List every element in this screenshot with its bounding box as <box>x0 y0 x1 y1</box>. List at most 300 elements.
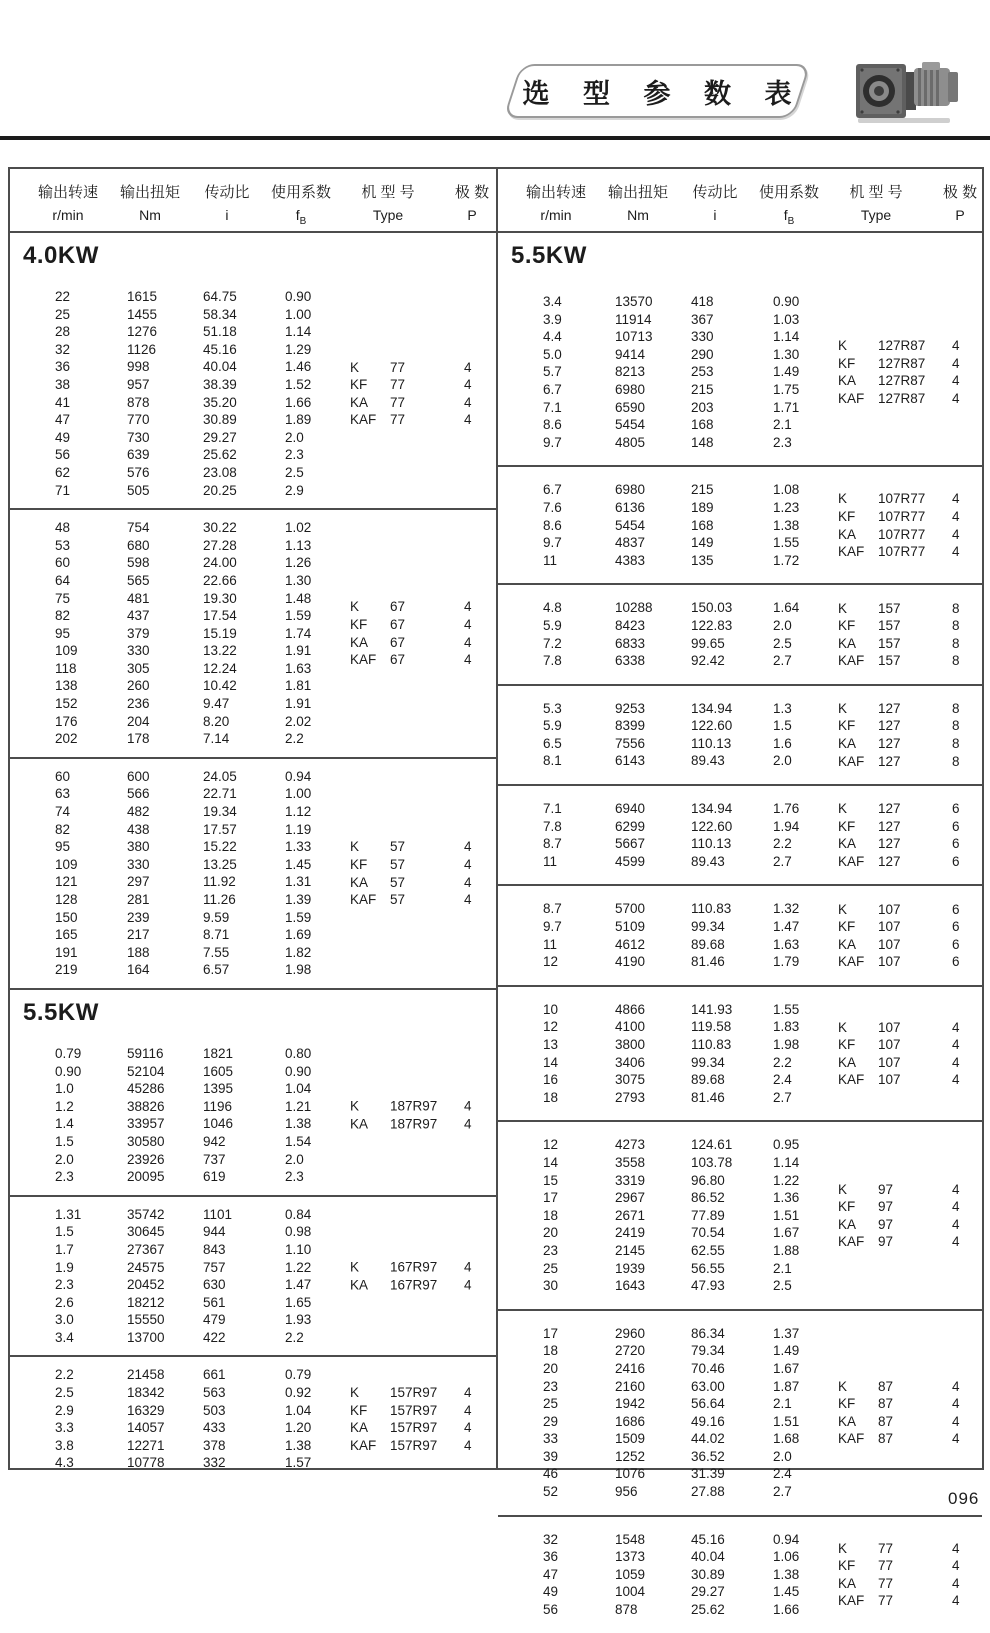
service-factor-value: 1.71 <box>773 399 800 415</box>
output-torque-value: 957 <box>127 376 150 392</box>
output-torque-value: 598 <box>127 555 150 571</box>
output-speed-value: 1.7 <box>55 1241 74 1257</box>
ratio-value: 99.34 <box>691 919 725 935</box>
type-model: KAF <box>838 1593 865 1609</box>
service-factor-value: 1.67 <box>773 1360 800 1376</box>
service-factor-value: 1.46 <box>285 359 312 375</box>
output-speed-value: 56 <box>543 1602 559 1618</box>
table-row <box>10 446 496 464</box>
ratio-value: 150.03 <box>691 600 733 616</box>
col-service-factor <box>271 169 331 227</box>
power-section-title: 5.5KW <box>23 998 99 1026</box>
col-output-speed <box>38 169 98 223</box>
type-group <box>350 358 490 428</box>
type-group <box>838 1018 978 1088</box>
output-torque-value: 188 <box>127 944 150 960</box>
output-torque-value: 11914 <box>615 311 652 327</box>
table-row <box>10 464 496 482</box>
output-speed-value: 8.6 <box>543 417 562 433</box>
type-line <box>838 1198 978 1216</box>
service-factor-value: 1.74 <box>285 625 312 641</box>
type-size: 87 <box>878 1413 894 1429</box>
type-line <box>350 1437 490 1455</box>
service-factor-value: 1.10 <box>285 1241 312 1257</box>
service-factor-value: 1.31 <box>285 874 312 890</box>
type-model: KA <box>350 394 369 410</box>
service-factor-value: 1.03 <box>773 311 800 327</box>
service-factor-value: 2.4 <box>773 1466 792 1482</box>
service-factor-value: 1.51 <box>773 1207 800 1223</box>
ratio-value: 134.94 <box>691 801 733 817</box>
poles-value: 4 <box>952 1234 960 1250</box>
service-factor-value: 1.20 <box>285 1420 312 1436</box>
type-line <box>838 1430 978 1448</box>
poles-value: 6 <box>952 936 960 952</box>
type-line <box>838 918 978 936</box>
output-torque-value: 576 <box>127 464 150 480</box>
output-speed-value: 5.9 <box>543 617 562 633</box>
ratio-value: 13.25 <box>203 856 237 872</box>
ratio-value: 70.46 <box>691 1360 725 1376</box>
col-unit: r/min <box>52 207 84 223</box>
output-speed-value: 56 <box>55 447 71 463</box>
service-factor-value: 1.13 <box>285 537 312 553</box>
ratio-value: 1046 <box>203 1116 234 1132</box>
type-size: 77 <box>878 1540 894 1556</box>
type-size: 107 <box>878 1072 901 1088</box>
table-row <box>498 1001 982 1019</box>
ratio-value: 64.75 <box>203 289 237 304</box>
ratio-value: 7.14 <box>203 731 230 747</box>
ratio-value: 22.66 <box>203 572 237 588</box>
type-size: 77 <box>878 1558 894 1574</box>
service-factor-value: 1.14 <box>773 1154 800 1170</box>
table-row <box>10 1311 496 1329</box>
output-speed-value: 3.8 <box>55 1437 74 1453</box>
col-label: 使用系数 <box>270 184 332 201</box>
output-speed-value: 23 <box>543 1242 559 1258</box>
poles-value: 4 <box>464 1420 472 1436</box>
output-torque-value: 10778 <box>127 1455 165 1471</box>
output-torque-value: 878 <box>615 1602 638 1618</box>
ratio-value: 103.78 <box>691 1154 733 1170</box>
output-torque-value: 754 <box>127 520 150 536</box>
ratio-value: 418 <box>691 294 714 309</box>
poles-value: 4 <box>464 1277 472 1293</box>
type-size: 107R77 <box>878 526 926 542</box>
service-factor-value: 0.84 <box>285 1206 312 1222</box>
col-label: 传动比 <box>692 184 738 201</box>
type-line <box>838 617 978 635</box>
ratio-value: 1821 <box>203 1045 234 1061</box>
type-size: 107R77 <box>878 543 926 559</box>
output-torque-value: 8423 <box>615 617 646 633</box>
ratio-value: 89.43 <box>691 853 725 869</box>
output-torque-value: 956 <box>615 1484 638 1500</box>
output-speed-value: 53 <box>55 537 71 553</box>
table-row <box>10 1366 496 1384</box>
output-torque-value: 330 <box>127 856 150 872</box>
type-size: 167R97 <box>390 1277 438 1293</box>
output-speed-value: 219 <box>55 962 78 978</box>
service-factor-value: 2.7 <box>773 853 792 869</box>
ratio-value: 49.16 <box>691 1413 725 1429</box>
output-torque-value: 4837 <box>615 535 646 551</box>
output-speed-value: 95 <box>55 839 71 855</box>
table-row <box>10 926 496 944</box>
output-speed-value: 1.5 <box>55 1224 74 1240</box>
output-speed-value: 12 <box>543 954 559 970</box>
output-torque-value: 998 <box>127 359 150 375</box>
type-model: KF <box>838 617 856 633</box>
type-size: 87 <box>878 1431 894 1447</box>
ratio-value: 30.89 <box>691 1566 725 1582</box>
output-speed-value: 4.3 <box>55 1455 74 1471</box>
output-torque-value: 1942 <box>615 1396 646 1412</box>
output-torque-value: 2671 <box>615 1207 646 1223</box>
service-factor-value: 1.21 <box>285 1098 312 1114</box>
type-line <box>838 525 978 543</box>
type-model: KAF <box>838 1234 865 1250</box>
type-model: KF <box>350 856 368 872</box>
type-group <box>350 1098 490 1133</box>
ratio-block <box>498 784 982 884</box>
output-torque-value: 2967 <box>615 1190 646 1206</box>
type-line <box>838 953 978 971</box>
type-line <box>350 358 490 376</box>
output-speed-value: 3.4 <box>55 1329 74 1345</box>
output-speed-value: 176 <box>55 713 78 729</box>
type-size: 97 <box>878 1198 894 1214</box>
service-factor-value: 2.1 <box>773 1396 792 1412</box>
poles-value: 4 <box>464 874 472 890</box>
ratio-value: 17.57 <box>203 821 237 837</box>
ratio-block <box>498 1120 982 1308</box>
poles-value: 4 <box>464 634 472 650</box>
type-model: KA <box>350 1116 369 1132</box>
ratio-value: 27.88 <box>691 1484 725 1500</box>
ratio-value: 1395 <box>203 1081 234 1097</box>
type-model: KF <box>838 1198 856 1214</box>
col-unit: i <box>713 207 717 223</box>
output-speed-value: 3.4 <box>543 294 562 309</box>
ratio-block <box>498 1309 982 1515</box>
table-row <box>10 1294 496 1312</box>
type-size: 107R77 <box>878 508 926 524</box>
service-factor-value: 2.2 <box>285 731 304 747</box>
service-factor-value: 1.98 <box>285 962 312 978</box>
poles-value: 4 <box>952 1216 960 1232</box>
poles-value: 4 <box>464 1098 472 1114</box>
table-row <box>10 1063 496 1081</box>
service-factor-value: 1.00 <box>285 786 312 802</box>
ratio-value: 944 <box>203 1224 226 1240</box>
output-torque-value: 3800 <box>615 1037 646 1052</box>
service-factor-value: 1.08 <box>773 482 800 498</box>
poles-value: 4 <box>952 1593 960 1609</box>
ratio-value: 89.68 <box>691 1072 725 1088</box>
output-speed-value: 5.7 <box>543 364 562 380</box>
service-factor-value: 1.5 <box>773 718 792 734</box>
col-output-speed <box>526 169 586 223</box>
ratio-value: 36.52 <box>691 1448 725 1464</box>
service-factor-value: 1.23 <box>773 499 800 515</box>
type-model: KA <box>838 735 857 751</box>
type-line <box>838 735 978 753</box>
output-torque-value: 8213 <box>615 364 646 380</box>
ratio-value: 47.93 <box>691 1278 725 1294</box>
ratio-value: 119.58 <box>691 1019 732 1035</box>
col-label: 机 型 号 <box>849 184 903 201</box>
service-factor-value: 1.83 <box>773 1019 800 1035</box>
col-service-factor <box>759 169 819 227</box>
output-torque-value: 38826 <box>127 1098 165 1114</box>
output-speed-value: 1.0 <box>55 1081 74 1097</box>
type-line <box>838 900 978 918</box>
ratio-block <box>10 1355 496 1481</box>
ratio-value: 290 <box>691 346 714 362</box>
service-factor-value: 1.47 <box>773 919 800 935</box>
service-factor-value: 1.48 <box>285 590 312 606</box>
output-speed-value: 7.8 <box>543 653 562 669</box>
type-size: 87 <box>878 1378 894 1394</box>
table-row <box>10 909 496 927</box>
output-speed-value: 109 <box>55 856 78 872</box>
ratio-value: 56.55 <box>691 1260 725 1276</box>
type-size: 157 <box>878 617 901 633</box>
service-factor-value: 1.22 <box>773 1172 800 1188</box>
type-size: 77 <box>390 359 406 375</box>
output-torque-value: 680 <box>127 537 150 553</box>
type-line <box>838 853 978 871</box>
service-factor-value: 1.19 <box>285 821 312 837</box>
service-factor-value: 2.0 <box>285 1151 304 1167</box>
output-speed-value: 47 <box>543 1566 559 1582</box>
service-factor-value: 1.75 <box>773 381 800 397</box>
table-row <box>10 821 496 839</box>
table-row <box>10 537 496 555</box>
service-factor-value: 2.3 <box>285 1169 304 1185</box>
service-factor-value: 1.67 <box>773 1225 800 1241</box>
type-line <box>838 1378 978 1396</box>
table-row <box>10 1241 496 1259</box>
type-line <box>350 411 490 429</box>
output-speed-value: 5.9 <box>543 718 562 734</box>
output-torque-value: 21458 <box>127 1367 165 1383</box>
service-factor-value: 1.22 <box>285 1259 312 1275</box>
output-torque-value: 2419 <box>615 1225 646 1241</box>
type-model: KF <box>838 919 856 935</box>
service-factor-value: 1.45 <box>773 1584 800 1600</box>
type-size: 57 <box>390 874 406 890</box>
ratio-value: 215 <box>691 482 714 498</box>
type-line <box>838 652 978 670</box>
output-torque-value: 24575 <box>127 1259 165 1275</box>
poles-value: 4 <box>952 1198 960 1214</box>
output-speed-value: 82 <box>55 608 71 624</box>
poles-value: 4 <box>464 1385 472 1401</box>
table-row <box>498 1277 982 1295</box>
ratio-value: 40.04 <box>691 1549 725 1565</box>
type-size: 107 <box>878 919 901 935</box>
table-left-half <box>10 169 496 1471</box>
output-speed-value: 18 <box>543 1089 559 1105</box>
service-factor-value: 1.38 <box>285 1116 312 1132</box>
table-row <box>498 1360 982 1378</box>
output-speed-value: 9.7 <box>543 434 562 450</box>
output-torque-value: 4100 <box>615 1019 646 1035</box>
type-model: KAF <box>838 543 865 559</box>
type-group <box>838 800 978 870</box>
table-header-left <box>10 169 496 233</box>
output-torque-value: 379 <box>127 625 150 641</box>
ratio-value: 45.16 <box>691 1531 725 1547</box>
output-speed-value: 5.0 <box>543 346 562 362</box>
ratio-value: 70.54 <box>691 1225 725 1241</box>
table-row <box>10 519 496 537</box>
table-row <box>498 434 982 452</box>
type-line <box>838 1575 978 1593</box>
ratio-value: 122.60 <box>691 718 733 734</box>
output-torque-value: 4599 <box>615 853 646 869</box>
type-size: 157 <box>878 635 901 651</box>
service-factor-value: 2.2 <box>285 1329 304 1345</box>
type-line <box>838 355 978 373</box>
service-factor-value: 2.0 <box>773 617 792 633</box>
output-speed-value: 25 <box>543 1396 559 1412</box>
type-size: 127R87 <box>878 337 926 353</box>
output-torque-value: 59116 <box>127 1045 164 1061</box>
service-factor-value: 2.7 <box>773 1089 792 1105</box>
output-torque-value: 1615 <box>127 289 158 304</box>
service-factor-value: 1.72 <box>773 552 800 568</box>
table-row <box>10 429 496 447</box>
poles-value: 6 <box>952 954 960 970</box>
type-model: KAF <box>838 954 865 970</box>
ratio-value: 503 <box>203 1402 226 1418</box>
table-row <box>10 288 496 306</box>
table-left-body <box>10 233 496 1481</box>
ratio-value: 203 <box>691 399 714 415</box>
poles-value: 8 <box>952 700 960 716</box>
col-unit: P <box>467 207 477 223</box>
service-factor-value: 1.30 <box>773 346 800 362</box>
service-factor-value: 1.51 <box>773 1413 800 1429</box>
output-speed-value: 95 <box>55 625 71 641</box>
table-row <box>10 323 496 341</box>
output-torque-value: 1686 <box>615 1413 646 1429</box>
output-torque-value: 2793 <box>615 1089 646 1105</box>
col-poles <box>943 169 977 223</box>
col-model-type <box>849 169 902 223</box>
output-speed-value: 60 <box>55 768 71 784</box>
output-torque-value: 6299 <box>615 818 646 834</box>
output-speed-value: 6.7 <box>543 381 562 397</box>
service-factor-value: 1.06 <box>773 1549 800 1565</box>
gearmotor-photo <box>848 48 966 132</box>
type-model: KAF <box>838 1072 865 1088</box>
type-line <box>350 1115 490 1133</box>
poles-value: 4 <box>464 856 472 872</box>
table-row <box>10 944 496 962</box>
output-speed-value: 9.7 <box>543 919 562 935</box>
ratio-value: 9.59 <box>203 909 230 925</box>
ratio-value: 189 <box>691 499 714 515</box>
type-size: 67 <box>390 634 406 650</box>
output-speed-value: 202 <box>55 731 78 747</box>
output-torque-value: 8399 <box>615 718 646 734</box>
poles-value: 6 <box>952 901 960 917</box>
output-torque-value: 1076 <box>615 1466 646 1482</box>
output-speed-value: 2.3 <box>55 1169 74 1185</box>
output-torque-value: 35742 <box>127 1206 165 1222</box>
service-factor-value: 1.63 <box>773 936 800 952</box>
table-header-right <box>498 169 982 233</box>
ratio-value: 79.34 <box>691 1343 725 1359</box>
type-model: KF <box>838 818 856 834</box>
ratio-value: 29.27 <box>691 1584 725 1600</box>
type-model: KF <box>838 1396 856 1412</box>
type-line <box>838 1036 978 1054</box>
output-speed-value: 109 <box>55 643 78 659</box>
ratio-value: 7.55 <box>203 944 230 960</box>
output-torque-value: 3558 <box>615 1154 646 1170</box>
service-factor-value: 2.1 <box>773 417 792 433</box>
ratio-value: 168 <box>691 417 714 433</box>
output-speed-value: 165 <box>55 927 78 943</box>
ratio-value: 942 <box>203 1133 226 1149</box>
type-model: K <box>350 1385 360 1401</box>
ratio-value: 332 <box>203 1455 226 1471</box>
type-line <box>838 390 978 408</box>
output-speed-value: 25 <box>55 306 71 322</box>
output-torque-value: 52104 <box>127 1063 165 1079</box>
type-line <box>838 1216 978 1234</box>
ratio-value: 122.83 <box>691 617 733 633</box>
output-speed-value: 2.5 <box>55 1385 74 1401</box>
power-section <box>10 233 496 988</box>
ratio-value: 148 <box>691 434 714 450</box>
service-factor-value: 1.38 <box>285 1437 312 1453</box>
output-torque-value: 18212 <box>127 1294 165 1310</box>
header-rule <box>0 136 990 140</box>
type-model: K <box>350 599 360 615</box>
table-row <box>10 306 496 324</box>
output-speed-value: 2.9 <box>55 1402 74 1418</box>
poles-value: 4 <box>464 616 472 632</box>
col-label: 使用系数 <box>758 184 820 201</box>
type-line <box>350 856 490 874</box>
poles-value: 8 <box>952 653 960 669</box>
output-torque-value: 297 <box>127 874 150 890</box>
col-unit: P <box>955 207 965 223</box>
service-factor-value: 1.00 <box>285 306 312 322</box>
service-factor-value: 1.36 <box>773 1190 800 1206</box>
service-factor-value: 2.7 <box>773 1484 792 1500</box>
service-factor-value: 2.0 <box>773 753 792 769</box>
col-output-torque <box>120 169 180 223</box>
output-torque-value: 6143 <box>615 753 646 769</box>
type-line <box>350 838 490 856</box>
power-section <box>10 988 496 1481</box>
type-model: KF <box>838 1558 856 1574</box>
poles-value: 4 <box>952 1037 960 1052</box>
output-torque-value: 4383 <box>615 552 646 568</box>
table-row <box>10 1168 496 1186</box>
output-speed-value: 33 <box>543 1431 559 1447</box>
type-size: 127 <box>878 735 901 751</box>
ratio-value: 86.52 <box>691 1190 725 1206</box>
